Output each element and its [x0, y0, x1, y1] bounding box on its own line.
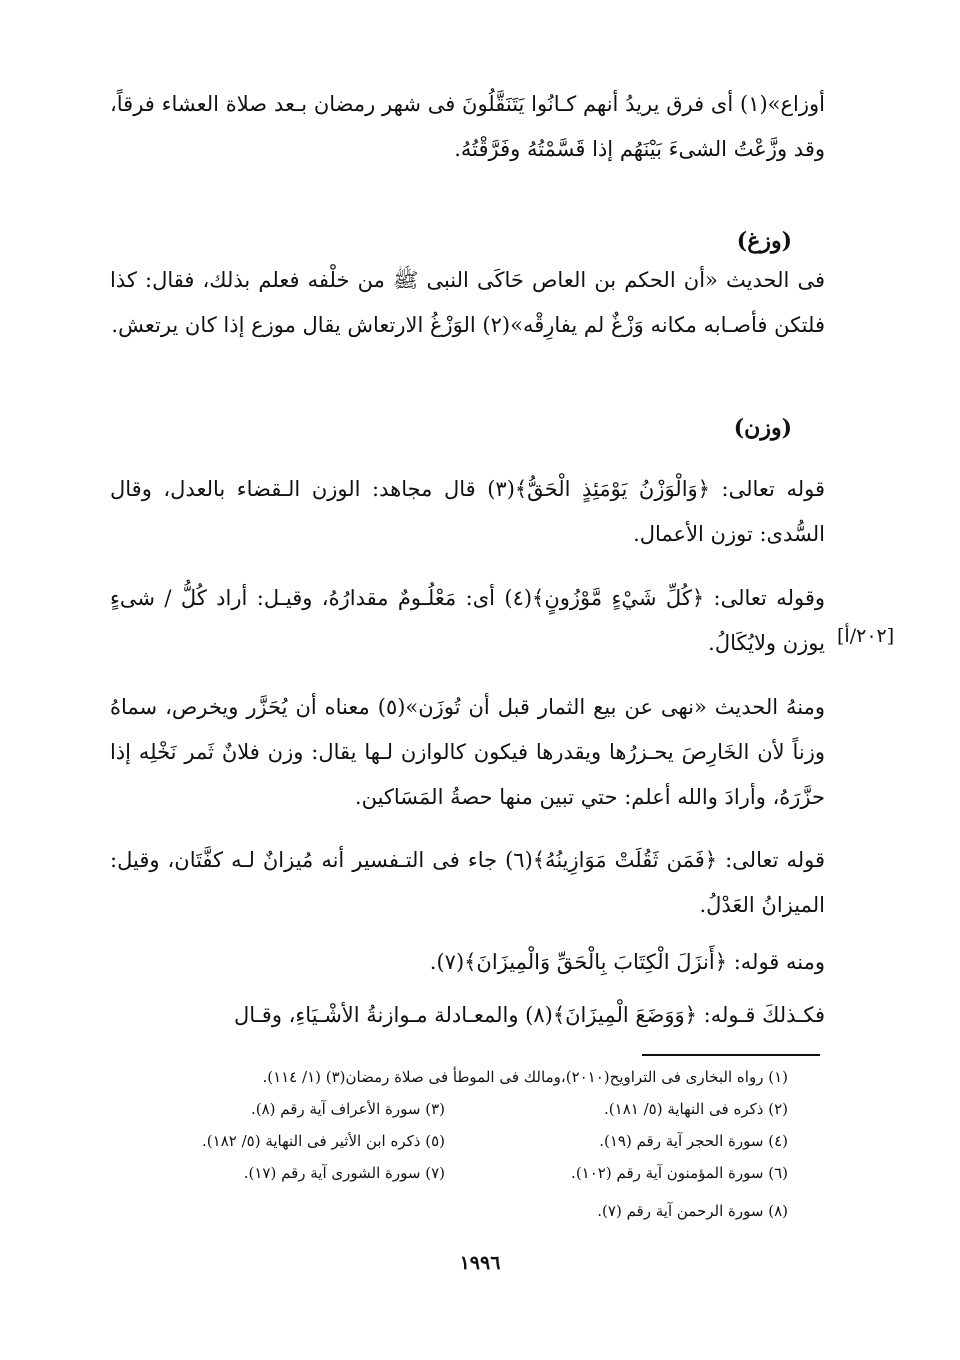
page-number: ١٩٩٦ — [459, 1252, 501, 1274]
footnote-1: (١) رواه البخارى فى التراويح(٢٠١٠)،ومالك فى الموطأ فى صلاة رمضان(٣) (١/ ١١٤). — [262, 1068, 788, 1086]
paragraph-awzaa: أوزاع»(١) أى فرق يريدُ أنهم كـانُوا يَتَنَقَّلُونَ فى شهر رمضان بـعد صلاة العشاء فرقاً، وقد وزَّعْتُ الشىءَ بَيْنَهُم إذا قَسَّمْتُهُ وفَرَّقْتُهُ. — [110, 92, 825, 161]
footnote-4: (٤) سورة الحجر آية رقم (١٩). — [599, 1132, 788, 1150]
footnote-2: (٢) ذكره فى النهاية (٥/ ١٨١). — [604, 1100, 788, 1118]
margin-folio-reference: [٢٠٢/أ] — [837, 625, 895, 647]
footnote-8: (٨) سورة الرحمن آية رقم (٧). — [597, 1202, 788, 1220]
paragraph-alwazn: قوله تعالى: ﴿وَالْوَزْنُ يَوْمَئِذٍ الْحَقُّ﴾(٣) قال مجاهد: الوزن الـقضاء بالعدل، وقال السُّدى: توزن الأعمال. — [110, 477, 825, 546]
paragraph-mawazinuh: قوله تعالى: ﴿فَمَن ثَقُلَتْ مَوَازِينُهُ﴾(٦) جاء فى التـفسير أنه مُيزانٌ لـه كفَّتَان، وقيل: الميزانُ العَدْلُ. — [110, 848, 826, 917]
heading-wazagh: (وزغ) — [736, 228, 792, 254]
footnote-3: (٣) سورة الأعراف آية رقم (٨). — [250, 1100, 445, 1118]
paragraph-hadith-thimar: ومنهُ الحديث «نهى عن بيع الثمار قبل أن تُوزَن»(٥) معناه أن يُحَزَّر ويخرص، سماهُ وزناً لأن الخَارِصَ يحـزرُها ويقدرها فيكون كالوازن لـها يقال: وزن فلانٌ ثَمر نَخْلِه إذا حزَّرَهُ، وأرادَ والله أعلم: حتي تبين منها حصةُ المَسَاكين. — [110, 695, 825, 809]
paragraph-anzala: ومنه قوله: ﴿أَنزَلَ الْكِتَابَ بِالْحَقِّ وَالْمِيزَانَ﴾(٧). — [429, 950, 825, 974]
footnote-6: (٦) سورة المؤمنون آية رقم (١٠٢). — [571, 1164, 788, 1182]
paragraph-mawzun: وقوله تعالى: ﴿كُلِّ شَيْءٍ مَّوْزُونٍ﴾(٤) أى: مَعْلُـومٌ مقدارُهُ، وقيـل: أراد كُلُّ / شىءٍ يوزن ولايُكَالُ. — [110, 586, 825, 655]
heading-wazan: (وزن) — [733, 415, 792, 441]
paragraph-wazagh: فى الحديث «أن الحكم بن العاص حَاكَى النبى ﷺ من خلْفه فعلم بذلك، فقال: كذا فلتكن فأصـابه مكانه وَزْغٌ لم يفارِقْه»(٢) الوَزْغُ الارتعاش يقال موزع إذا كان يرتعش. — [110, 268, 825, 337]
footnote-7: (٧) سورة الشورى آية رقم (١٧). — [243, 1164, 445, 1182]
paragraph-wadaa: فكـذلكَ قـوله: ﴿وَوَضَعَ الْمِيزَانَ﴾(٨) والمعـادلة مـوازنةُ الأشْـيَاءِ، وقـال — [233, 1003, 825, 1027]
footnote-5: (٥) ذكره ابن الأثير فى النهاية (٥/ ١٨٢). — [202, 1132, 445, 1150]
footnote-separator — [642, 1054, 820, 1056]
